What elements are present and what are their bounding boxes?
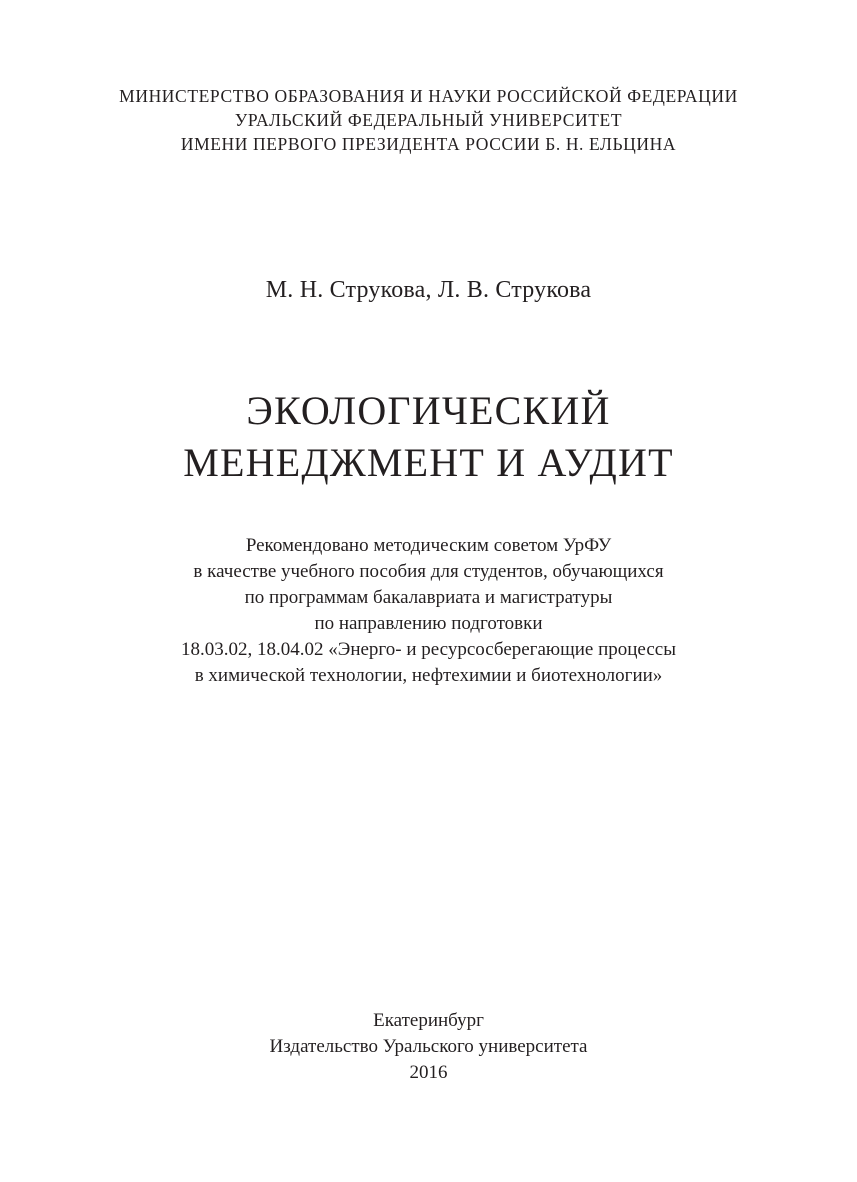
recommendation-line: Рекомендовано методическим советом УрФУ — [245, 535, 612, 556]
recommendation-line: по направлению подготовки — [314, 613, 543, 634]
author-names: М. Н. Струкова, Л. В. Струкова — [265, 277, 592, 303]
ministry-name: МИНИСТЕРСТВО ОБРАЗОВАНИЯ И НАУКИ РОССИЙСКОЙ ФЕДЕРАЦИИ — [119, 86, 738, 106]
university-name-line1: УРАЛЬСКИЙ ФЕДЕРАЛЬНЫЙ УНИВЕРСИТЕТ — [234, 110, 623, 130]
recommendation-text — [0, 533, 857, 689]
book-title — [0, 385, 857, 489]
recommendation-line: по программам бакалавриата и магистратуры — [244, 587, 613, 608]
imprint-city: Екатеринбург — [373, 1010, 484, 1031]
recommendation-line: 18.03.02, 18.04.02 «Энерго- и ресурсосберегающие процессы — [181, 639, 676, 660]
book-title-line1: ЭКОЛОГИЧЕСКИЙ — [246, 388, 611, 433]
university-name-line2: ИМЕНИ ПЕРВОГО ПРЕЗИДЕНТА РОССИИ Б. Н. ЕЛЬЦИНА — [180, 134, 677, 154]
recommendation-line: в химической технологии, нефтехимии и биотехнологии» — [194, 665, 663, 686]
imprint — [0, 1008, 857, 1086]
authors — [0, 275, 857, 305]
book-title-line2: МЕНЕДЖМЕНТ И АУДИТ — [183, 440, 674, 485]
institution-header — [0, 84, 857, 156]
recommendation-line: в качестве учебного пособия для студентов, обучающихся — [193, 561, 664, 582]
imprint-year: 2016 — [409, 1062, 448, 1083]
imprint-publisher: Издательство Уральского университета — [269, 1036, 588, 1057]
